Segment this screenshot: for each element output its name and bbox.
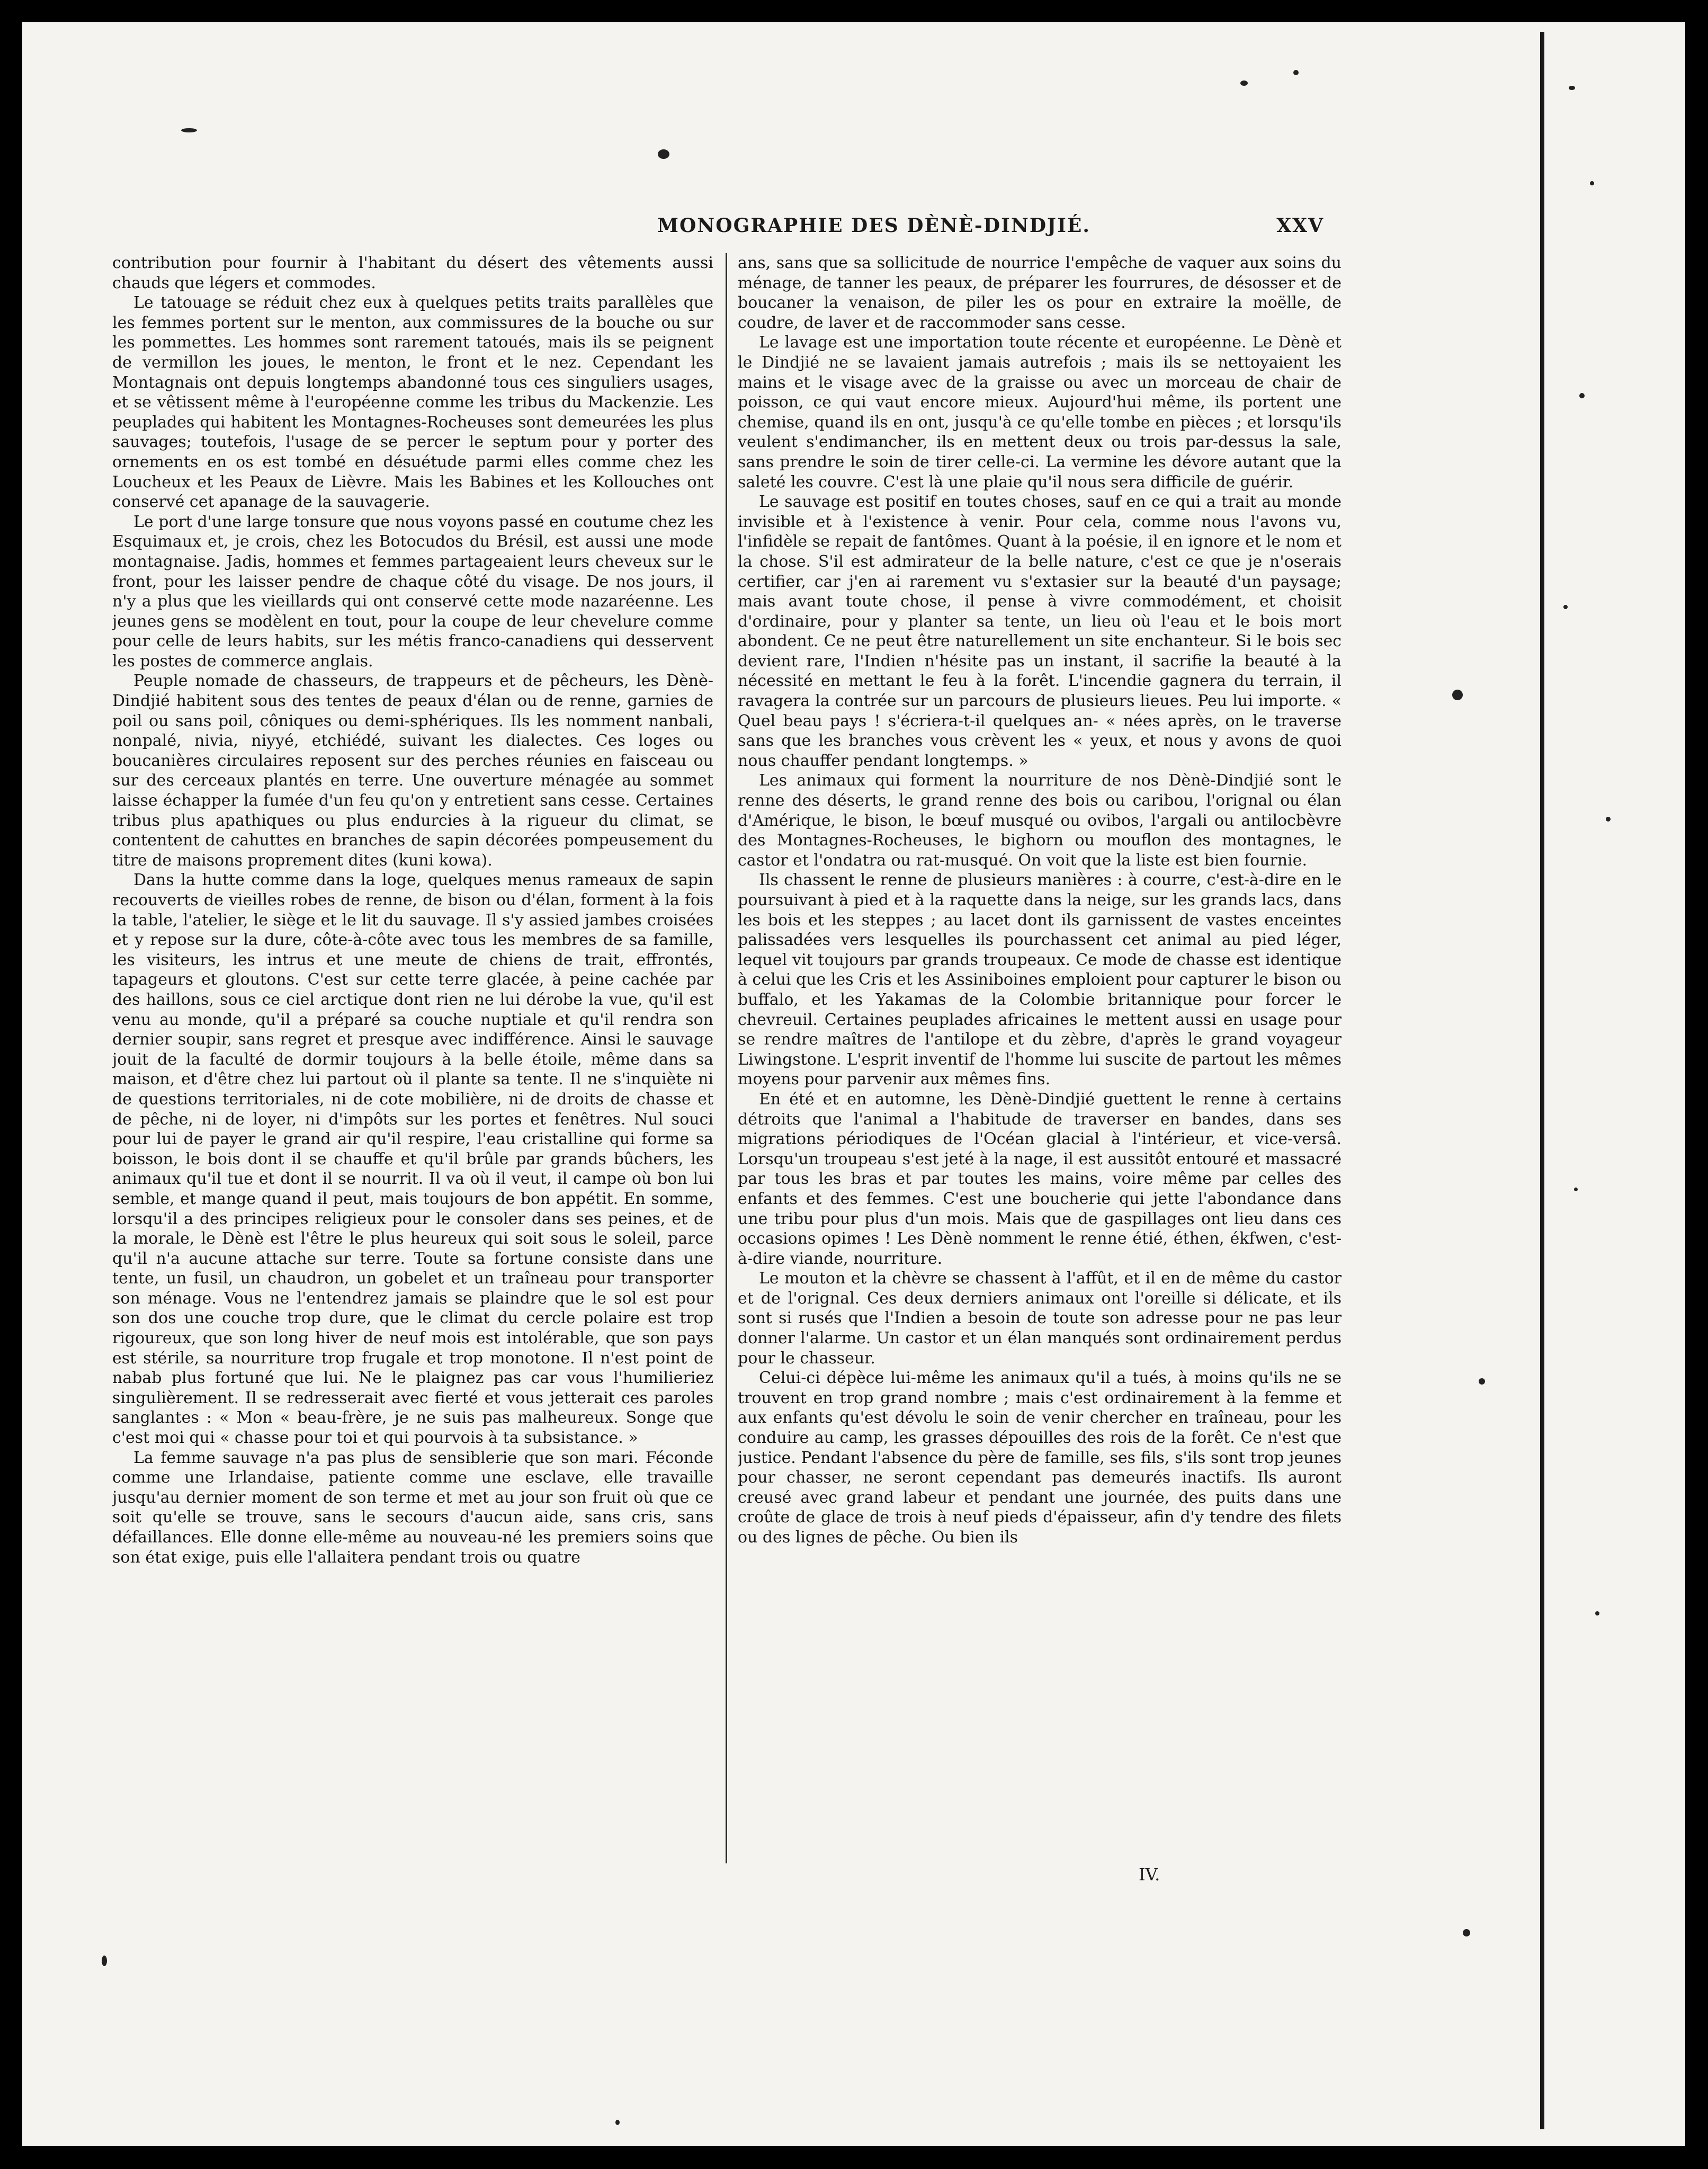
- running-header: [556, 215, 1324, 241]
- paragraph: Le port d'une large tonsure que nous voyons passé en coutume chez les Esquimaux et, je crois, chez les Botocudos du Brésil, est aussi une mode montagnaise. Jadis, hommes et femmes partageaient leurs cheveux sur le front, pour les laisser pendre de chaque côté du visage. De nos jours, il n'y a plus que les vieillards qui ont conservé cette mode nazaréenne. Les jeunes gens se modèlent en tout, pour la coupe de leur chevelure comme pour celle de leurs habits, sur les métis franco-canadiens qui desservent les postes de commerce anglais.: [112, 512, 713, 671]
- scan-margin-strip: [1548, 22, 1685, 2146]
- column-divider: [726, 253, 727, 1863]
- page-edge-shadow: [1540, 32, 1544, 2129]
- left-column: [112, 253, 713, 1853]
- paragraph: Les animaux qui forment la nourriture de nos Dènè-Dindjié sont le renne des déserts, le grand renne des bois ou caribou, l'orignal ou élan d'Amérique, le bison, le bœuf musqué ou ovibos, l'argali ou antilocbèvre des Montagnes-Rocheuses, le bighorn ou mouflon des montagnes, le castor et l'ondatra ou rat-musqué. On voit que la liste est bien fournie.: [738, 771, 1342, 870]
- paragraph: Peuple nomade de chasseurs, de trappeurs et de pêcheurs, les Dènè-Dindjié habitent sous des tentes de peaux d'élan ou de renne, garnies de poil ou sans poil, côniques ou demi-sphériques. Ils les nomment nanbali, nonpalé, nivia, niyyé, etchiédé, suivant les dialectes. Ces loges ou boucanières circulaires reposent sur des perches réunies en faisceau ou sur des cerceaux plantés en terre. Une ouverture ménagée au sommet laisse échapper la fumée d'un feu qu'on y entretient sans cesse. Certaines tribus plus apathiques ou plus endurcies à la rigueur du climat, se contentent de cahuttes en branches de sapin décorées pompeusement du titre de maisons proprement dites (kuni kowa).: [112, 672, 713, 870]
- right-column: [738, 253, 1342, 1853]
- paragraph: Dans la hutte comme dans la loge, quelques menus rameaux de sapin recouverts de vieilles robes de renne, de bison ou d'élan, forment à la fois la table, l'atelier, le siège et le lit du sauvage. Il s'y assied jambes croisées et y repose sur la dure, côte-à-côte avec tous les membres de sa famille, les visiteurs, les intrus et une meute de chiens de trait, effrontés, tapageurs et gloutons. C'est sur cette terre glacée, à peine cachée par des haillons, sous ce ciel arctique dont rien ne lui dérobe la vue, qu'il est venu au monde, qu'il a préparé sa couche nuptiale et qu'il rendra son dernier soupir, sans regret et presque avec indifférence. Ainsi le sauvage jouit de la faculté de dormir toujours à la belle étoile, même dans sa maison, et d'être chez lui partout où il plante sa tente. Il ne s'inquiète ni de questions territoriales, ni de cote mobilière, ni de droits de chasse et de pêche, ni de loyer, ni d'impôts sur les portes et fenêtres. Nul souci pour lui de payer le grand air qu'il respire, l'eau cristalline qui forme sa boisson, le bois dont il se chauffe et qu'il brûle par grands bûchers, les animaux qu'il tue et dont il se nourrit. Il va où il veut, il campe où bon lui semble, et mange quand il peut, mais toujours de bon appétit. En somme, lorsqu'il a des principes religieux pour le consoler dans ses peines, et de la morale, le Dènè est l'être le plus heureux qui soit sous le soleil, parce qu'il n'a aucune attache sur terre. Toute sa fortune consiste dans une tente, un fusil, un chaudron, un gobelet et un traîneau pour transporter son ménage. Vous ne l'entendrez jamais se plaindre que le sol est pour son dos une couche trop dure, que le climat du cercle polaire est trop rigoureux, que son long hiver de neuf mois est intolérable, que son pays est stérile, sa nourriture trop frugale et trop monotone. Il n'est point de nabab plus fortuné que lui. Ne le plaignez pas car vous l'humilieriez singulièrement. Il se redresserait avec fierté et vous jetterait ces paroles sanglantes : « Mon « beau-frère, je ne suis pas malheureux. Songe que c'est moi qui « chasse pour toi et qui pourvois à ta subsistance. »: [112, 871, 713, 1448]
- paragraph: Le mouton et la chèvre se chassent à l'affût, et il en de même du castor et de l'orignal. Ces deux derniers animaux ont l'oreille si délicate, et ils sont si rusés que l'Indien a besoin de toute son adresse pour ne pas leur donner l'alarme. Un castor et un élan manqués sont ordinairement perdus pour le chasseur.: [738, 1269, 1342, 1368]
- paragraph: Le sauvage est positif en toutes choses, sauf en ce qui a trait au monde invisible et à l'existence à venir. Pour cela, comme nous l'avons vu, l'infidèle se repait de fantômes. Quant à la poésie, il en ignore et le nom et la chose. S'il est admirateur de la belle nature, c'est ce que je n'oserais certifier, car j'en ai rarement vu s'extasier sur la beauté d'un paysage; mais avant toute chose, il pense à vivre commodément, et choisit d'ordinaire, pour y planter sa tente, un lieu où l'eau et le bois mort abondent. Ce ne peut être naturellement un site enchanteur. Si le bois sec devient rare, l'Indien n'hésite pas un instant, il sacrifie la beauté à la nécessité en mettant le feu à la forêt. L'incendie gagnera du terrain, il ravagera la contrée sur un parcours de plusieurs lieues. Peu lui importe. « Quel beau pays ! s'écriera-t-il quelques an- « nées après, on le traverse sans que les branches vous crèvent les « yeux, et nous y avons de quoi nous chauffer pendant longtemps. »: [738, 493, 1342, 770]
- page-number: XXV: [1276, 215, 1324, 237]
- paragraph: contribution pour fournir à l'habitant du désert des vêtements aussi chauds que légers et commodes.: [112, 254, 713, 292]
- signature-mark: IV.: [1139, 1864, 1160, 1885]
- paragraph: Le tatouage se réduit chez eux à quelques petits traits parallèles que les femmes portent sur le menton, aux commissures de la bouche ou sur les pommettes. Les hommes sont rarement tatoués, mais ils se peignent de vermillon les joues, le menton, le front et le nez. Cependant les Montagnais ont depuis longtemps abandonné tous ces singuliers usages, et se vêtissent même à l'européenne comme les tribus du Mackenzie. Les peuplades qui habitent les Montagnes-Rocheuses sont demeurées les plus sauvages; toutefois, l'usage de se percer le septum pour y porter des ornements en os est tombé en désuétude parmi elles comme chez les Loucheux et les Peaux de Lièvre. Mais les Babines et les Kollouches ont conservé cet apanage de la sauvagerie.: [112, 293, 713, 512]
- paragraph: En été et en automne, les Dènè-Dindjié guettent le renne à certains détroits que l'animal a l'habitude de traverser en bandes, dans ses migrations périodiques de l'Océan glacial à l'intérieur, et vice-versâ. Lorsqu'un troupeau s'est jeté à la nage, il est aussitôt entouré et massacré par tous les bras et par toutes les mains, voire même par celles des enfants et des femmes. C'est une boucherie qui jette l'abondance dans une tribu pour plus d'un mois. Mais que de gaspillages ont lieu dans ces occasions opimes ! Les Dènè nomment le renne étié, éthen, ékfwen, c'est-à-dire viande, nourriture.: [738, 1090, 1342, 1268]
- paragraph: Celui-ci dépèce lui-même les animaux qu'il a tués, à moins qu'ils ne se trouvent en trop grand nombre ; mais c'est ordinairement à la femme et aux enfants qu'est dévolu le soin de venir chercher en traîneau, pour les conduire au camp, les grasses dépouilles des rois de la forêt. Ce n'est que justice. Pendant l'absence du père de famille, ses fils, s'ils sont trop jeunes pour chasser, ne seront cependant pas demeurés inactifs. Ils auront creusé avec grand labeur et pendant une journée, des puits dans une croûte de glace de trois à neuf pieds d'épaisseur, afin d'y tendre des filets ou des lignes de pêche. Ou bien ils: [738, 1369, 1342, 1547]
- paragraph: Ils chassent le renne de plusieurs manières : à courre, c'est-à-dire en le poursuivant à pied et à la raquette dans la neige, sur les grands lacs, dans les bois et les steppes ; au lacet dont ils garnissent de vastes enceintes palissadées vers lesquelles ils pourchassent cet animal au pied léger, lequel vit toujours par grands troupeaux. Ce mode de chasse est identique à celui que les Cris et les Assiniboines emploient pour capturer le bison ou buffalo, et les Yakamas de la Colombie britannique pour forcer le chevreuil. Certaines peuplades africaines le mettent aussi en usage pour se rendre maîtres de l'antilope et du zèbre, d'après le grand voyageur Liwingstone. L'esprit inventif de l'homme lui suscite de partout les mêmes moyens pour parvenir aux mêmes fins.: [738, 871, 1342, 1089]
- paragraph: La femme sauvage n'a pas plus de sensiblerie que son mari. Féconde comme une Irlandaise, patiente comme une esclave, elle travaille jusqu'au dernier moment de son terme et met au jour son fruit où que ce soit qu'elle se trouve, sans le secours d'aucun aide, sans cris, sans défaillances. Elle donne elle-même au nouveau-né les premiers soins que son état exige, puis elle l'allaitera pendant trois ou quatre: [112, 1448, 713, 1567]
- paragraph: Le lavage est une importation toute récente et européenne. Le Dènè et le Dindjié ne se lavaient jamais autrefois ; mais ils se nettoyaient les mains et le visage avec de la graisse ou avec un morceau de chair de poisson, ce qui vaut encore mieux. Aujourd'hui même, ils portent une chemise, quand ils en ont, jusqu'à ce qu'elle tombe en pièces ; et lorsqu'ils veulent s'endimancher, ils en mettent deux ou trois par-dessus la sale, sans prendre le soin de tirer celle-ci. La vermine les dévore autant que la saleté les couvre. C'est là une plaie qu'il nous sera difficile de guérir.: [738, 333, 1342, 492]
- paragraph: ans, sans que sa sollicitude de nourrice l'empêche de vaquer aux soins du ménage, de tanner les peaux, de préparer les fourrures, de désosser et de boucaner la venaison, de piler les os pour en extraire la moëlle, de coudre, de laver et de raccommoder sans cesse.: [738, 254, 1342, 332]
- running-title: MONOGRAPHIE DES DÈNÈ-DINDJIÉ.: [657, 215, 1090, 237]
